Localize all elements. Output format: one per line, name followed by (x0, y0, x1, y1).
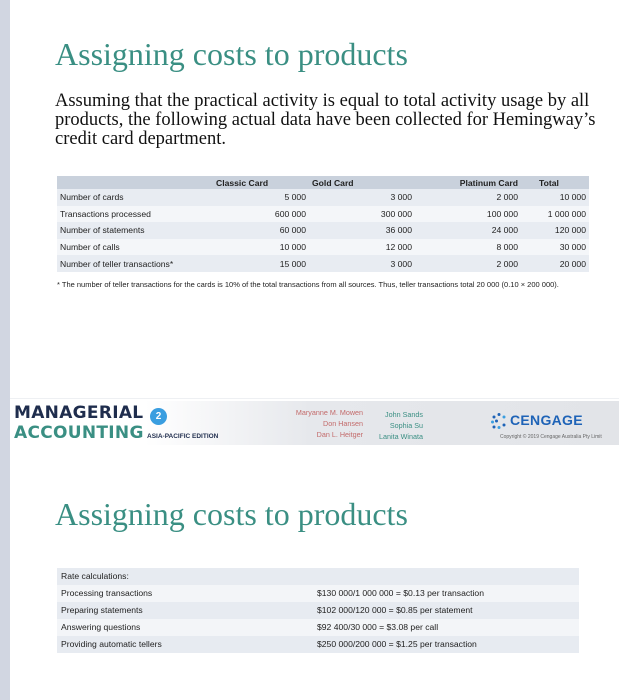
cell-gold: 36 000 (309, 222, 415, 239)
intro-paragraph: Assuming that the practical activity is equal to total activity usage by all products, the following actual data have been collected for Hemingway’s credit card department. (55, 91, 596, 149)
cell-platinum: 2 000 (415, 189, 521, 206)
slide-1 (10, 0, 619, 443)
rate-label: Answering questions (57, 619, 313, 636)
table-row (57, 206, 589, 223)
cengage-logo-icon (490, 412, 508, 430)
author-name: Maryanne M. Mowen (295, 408, 363, 417)
rate-calculation: $92 400/30 000 = $3.08 per call (313, 619, 579, 636)
table-header-row (57, 176, 589, 189)
publisher-footer (10, 398, 619, 447)
cell-gold: 12 000 (309, 239, 415, 256)
cell-platinum: 24 000 (415, 222, 521, 239)
cell-classic: 5 000 (213, 189, 309, 206)
slide-2 (10, 460, 619, 700)
publisher-name: CENGAGE (510, 412, 583, 428)
column-header: Classic Card (213, 176, 309, 189)
table-row (57, 568, 579, 585)
activity-data-table (57, 176, 589, 272)
cell-total: 120 000 (521, 222, 589, 239)
cell-classic: 600 000 (213, 206, 309, 223)
table-row (57, 585, 579, 602)
table-row (57, 222, 589, 239)
slide-left-edge (0, 0, 10, 700)
slide-title: Assigning costs to products (55, 36, 408, 72)
authors-right (368, 409, 423, 442)
row-label: Number of calls (57, 239, 213, 256)
rate-calculation: $250 000/200 000 = $1.25 per transaction (313, 636, 579, 653)
column-header: Platinum Card (415, 176, 521, 189)
row-label: Transactions processed (57, 206, 213, 223)
row-label: Number of cards (57, 189, 213, 206)
brand-subtitle: ACCOUNTING (14, 423, 144, 443)
rate-calculation: $130 000/1 000 000 = $0.13 per transaction (313, 585, 579, 602)
table-row (57, 255, 589, 272)
row-label: Number of statements (57, 222, 213, 239)
cell-platinum: 100 000 (415, 206, 521, 223)
cell-classic: 60 000 (213, 222, 309, 239)
author-name: Don Hansen (323, 419, 363, 428)
column-header: Total (521, 176, 589, 189)
rate-label: Processing transactions (57, 585, 313, 602)
author-name: Sophia Su (389, 421, 423, 430)
rate-label: Providing automatic tellers (57, 636, 313, 653)
rate-label: Preparing statements (57, 602, 313, 619)
edition-badge: 2 (150, 408, 167, 425)
cell-platinum: 2 000 (415, 255, 521, 272)
author-name: Lanita Winata (379, 432, 423, 441)
author-name: Dan L. Heitger (316, 430, 363, 439)
cell-gold: 300 000 (309, 206, 415, 223)
cell-gold: 3 000 (309, 189, 415, 206)
table-footnote: * The number of teller transactions for the cards is 10% of the total transactions from all sources. Thus, teller transactions total 20 000 (0.10 × 200 000). (57, 280, 559, 289)
slide-title: Assigning costs to products (55, 496, 408, 532)
cell-classic: 15 000 (213, 255, 309, 272)
brand-title: MANAGERIAL (14, 403, 144, 423)
cell-platinum: 8 000 (415, 239, 521, 256)
rate-calculations-table (57, 568, 579, 653)
table-row (57, 602, 579, 619)
row-label: Number of teller transactions* (57, 255, 213, 272)
cell-total: 10 000 (521, 189, 589, 206)
cell-total: 30 000 (521, 239, 589, 256)
table-row (57, 239, 589, 256)
table-row (57, 636, 579, 653)
table-row (57, 189, 589, 206)
cell-classic: 10 000 (213, 239, 309, 256)
cell-total: 20 000 (521, 255, 589, 272)
author-name: John Sands (385, 410, 423, 419)
copyright-text: Copyright © 2019 Cengage Australia Pty Limit (500, 434, 602, 440)
rate-calculation: $102 000/120 000 = $0.85 per statement (313, 602, 579, 619)
cell-gold: 3 000 (309, 255, 415, 272)
cell-total: 1 000 000 (521, 206, 589, 223)
authors-left (278, 407, 363, 440)
rate-label: Rate calculations: (57, 568, 313, 585)
edition-label: ASIA-PACIFIC EDITION (147, 433, 219, 440)
rate-calculation (313, 568, 579, 585)
column-header: Gold Card (309, 176, 415, 189)
column-header (57, 176, 213, 189)
table-row (57, 619, 579, 636)
